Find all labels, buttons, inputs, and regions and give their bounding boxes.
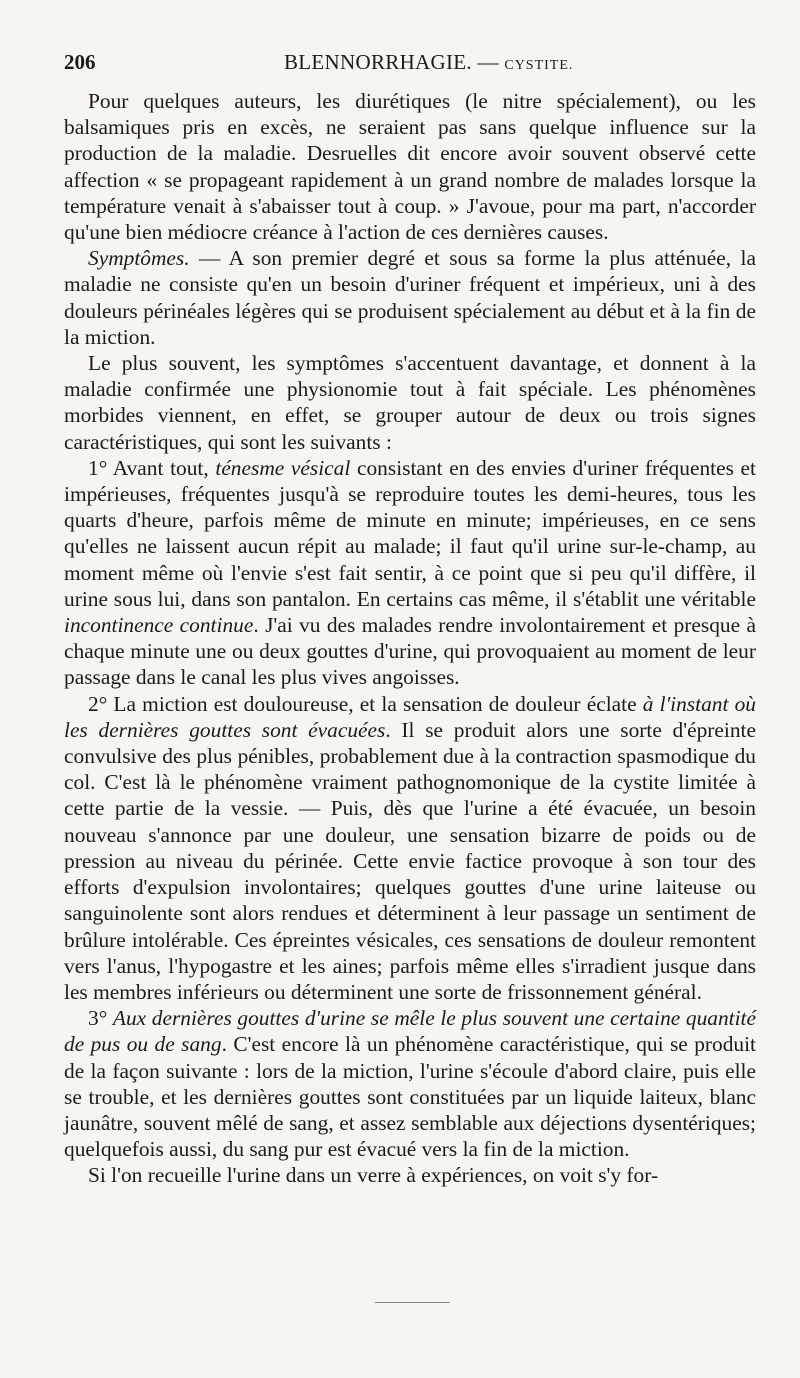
bottom-rule: [375, 1302, 450, 1303]
text-run: . Il se produit alors une sorte d'épreinte convulsive des plus pénibles, probablement due à la contraction spasmodique du col. C'est là le phénomène vraiment pathognomonique de la cystite limitée à cette partie de la vessie. — Puis, dès que l'urine a été évacuée, un besoin nouveau s'annonce par une douleur, une sensation bizarre de poids ou de pression au niveau du périnée. Cette envie factice provoque à son tour des efforts d'expulsion involontaires; quelques gouttes d'une urine laiteuse ou sanguinolente sont alors rendues et déterminent à leur passage un sentiment de brûlure intolérable. Ces épreintes vésicales, ces sensations de douleur remontent vers l'anus, l'hypogastre et les aines; parfois même elles s'irradient jusque dans les membres inférieurs ou déterminent une sorte de frissonnement général.: [64, 717, 756, 1004]
italic-text: Symptômes.: [88, 246, 190, 271]
running-title: [284, 50, 573, 75]
text-run: . J'ai vu des malades rendre involontairement et presque à chaque minute une ou deux gouttes d'urine, qui provoquaient au moment de leur passage dans le canal les plus vives angoisses.: [64, 613, 756, 690]
body-text: [64, 88, 756, 1189]
text-run: 3°: [88, 1006, 113, 1031]
text-run: — A son premier degré et sous sa forme la plus atténuée, la maladie ne consiste qu'en un besoin d'uriner fréquent et impérieux, uni à des douleurs périnéales légères qui se produisent spécialement au début et à la fin de la miction.: [64, 246, 756, 349]
running-title-main: BLENNORRHAGIE. —: [284, 50, 499, 74]
italic-text: incontinence continue: [64, 613, 254, 638]
text-run: Pour quelques auteurs, les diurétiques (le nitre spécialement), ou les balsamiques pris en excès, ne seraient pas sans quelque influence sur la production de la maladie. Desruelles dit encore avoir souvent observé cette affection « se propageant rapidement à un grand nombre de malades lorsque la température venait à s'abaisser tout à coup. » J'avoue, pour ma part, n'accorder qu'une bien médiocre créance à l'action de ces dernières causes.: [64, 89, 756, 245]
paragraph-p4: [64, 455, 756, 691]
paragraph-p2: [64, 245, 756, 350]
italic-text: Aux dernières gouttes d'urine se mêle le plus souvent une certaine quantité de pus ou de sang: [64, 1006, 756, 1057]
text-run: Le plus souvent, les symptômes s'accentuent davantage, et donnent à la maladie confirmée une physionomie tout à fait spéciale. Les phénomènes morbides viennent, en effet, se grouper autour de deux ou trois signes caractéristiques, qui sont les suivants :: [64, 351, 756, 454]
running-subtitle: CYSTITE.: [504, 58, 574, 73]
text-run: 1° Avant tout,: [88, 455, 216, 480]
text-run: 2° La miction est douloureuse, et la sensation de douleur éclate: [88, 691, 643, 716]
page-header: [64, 50, 754, 80]
page-number: 206: [64, 50, 96, 74]
text-run: consistant en des envies d'uriner fréquentes et impérieuses, fréquentes jusqu'à se reproduire toutes les demi-heures, tous les quarts d'heure, parfois même de minute en minute; impérieuses, en ce sens qu'elles ne laissent aucun répit au malade; il faut qu'il urine sur-le-champ, au moment même où l'envie s'est fait sentir, à ce point que si peu qu'il diffère, il urine sous lui, dans son pantalon. En certains cas même, il s'établit une véritable: [64, 455, 756, 611]
paragraph-p6: [64, 1005, 756, 1162]
paragraph-p3: [64, 350, 756, 455]
paragraph-p7: [64, 1162, 756, 1188]
text-run: Si l'on recueille l'urine dans un verre à expériences, on voit s'y for-: [88, 1163, 659, 1188]
italic-text: ténesme vésical: [215, 455, 351, 480]
paragraph-p1: [64, 88, 756, 245]
italic-text: à l'instant où les dernières gouttes sont évacuées: [64, 691, 756, 742]
paragraph-p5: [64, 691, 756, 1005]
text-run: . C'est encore là un phénomène caractéristique, qui se produit de la façon suivante : lors de la miction, l'urine s'écoule d'abord claire, puis elle se trouble, et les dernières gouttes sont constituées par un liquide laiteux, blanc jaunâtre, souvent mêlé de sang, et assez semblable aux déjections dysentériques; quelquefois aussi, du sang pur est évacué vers la fin de la miction.: [64, 1032, 756, 1162]
